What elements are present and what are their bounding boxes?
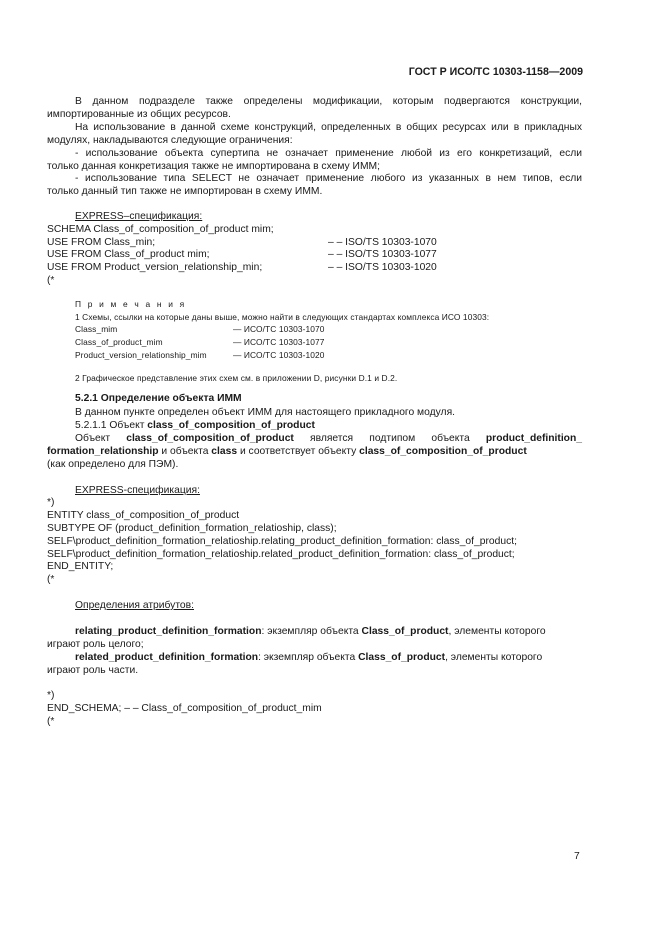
attribute-1-tail: , элементы которого: [448, 626, 546, 637]
end-schema-line: END_SCHEMA; – – Class_of_composition_of_product_mim: [47, 703, 322, 714]
intro-p2-line2: модулях, накладываются следующие ограничения:: [47, 135, 293, 146]
code-line: (*: [47, 574, 55, 585]
use-reference: – – ISO/TS 10303-1077: [328, 249, 437, 260]
schema-line: SCHEMA Class_of_composition_of_product mim;: [47, 224, 274, 235]
attribute-2-name: related_product_definition_formation: [75, 652, 259, 663]
note-ref-name: Product_version_relationship_mim: [75, 350, 207, 360]
code-line: SELF\product_definition_formation_relatioship.relating_product_definition_formation: class_of_product;: [47, 536, 517, 547]
note-ref-standard: — ИСО/ТС 10303-1077: [233, 337, 325, 347]
intro-bullet2-line1: - использование типа SELECT не означает применение любого из указанных в нем типов, если: [75, 173, 582, 184]
intro-bullet1-line1: - использование объекта супертипа не означает применение любой из его конкретизаций, если: [75, 148, 582, 159]
attribute-2-object: Class_of_product: [358, 652, 446, 663]
code-line: ENTITY class_of_composition_of_product: [47, 510, 240, 521]
code-line: END_ENTITY;: [47, 561, 114, 572]
attribute-1-name: relating_product_definition_formation: [75, 626, 262, 637]
express-label-2: EXPRESS-спецификация:: [75, 485, 200, 496]
use-reference: – – ISO/TS 10303-1020: [328, 262, 437, 273]
attributes-label: Определения атрибутов:: [75, 600, 194, 611]
desc-supertype-cont: formation_relationship: [47, 446, 159, 457]
comment-open: (*: [47, 275, 55, 286]
notes-title: П р и м е ч а н и я: [75, 299, 187, 309]
code-line: SELF\product_definition_formation_relatioship.related_product_definition_formation: class_of_product;: [47, 549, 515, 560]
end-comment-open: (*: [47, 716, 55, 727]
intro-bullet2-line2: только данный тип также не импортирован в схему ИММ.: [47, 186, 323, 197]
desc-and: и объекта: [158, 446, 212, 457]
desc-corresponds: и соответствует объекту: [237, 446, 360, 457]
page-number: 7: [574, 851, 580, 862]
subsection-heading: [75, 419, 315, 432]
desc-word: объекта: [431, 433, 470, 444]
attribute-1-object: Class_of_product: [361, 626, 449, 637]
attribute-1-line2: играют роль целого;: [47, 639, 144, 650]
use-reference: – – ISO/TS 10303-1070: [328, 237, 437, 248]
intro-bullet1-line2: только данная конкретизация также не импортирована в схему ИММ;: [47, 161, 380, 172]
intro-p1-line2: импортированные из общих ресурсов.: [47, 109, 231, 120]
note-ref-name: Class_mim: [75, 324, 118, 334]
use-statement: USE FROM Class_min;: [47, 237, 156, 248]
note-1: 1 Схемы, ссылки на которые даны выше, можно найти в следующих стандартах комплекса ИСО 10303:: [75, 312, 490, 322]
intro-p1-line1: В данном подразделе также определены модификации, которым подвергаются конструкции,: [75, 96, 582, 107]
document-code: ГОСТ Р ИСО/ТС 10303-1158—2009: [408, 66, 583, 78]
note-ref-standard: — ИСО/ТС 10303-1020: [233, 350, 325, 360]
code-line: SUBTYPE OF (product_definition_formation_relatioship, class);: [47, 523, 337, 534]
desc-entity-name: class_of_composition_of_product: [126, 433, 294, 444]
entity-description-line2: [47, 445, 527, 458]
note-ref-name: Class_of_product_mim: [75, 337, 163, 347]
entity-description-line3: (как определено для ПЭМ).: [47, 459, 179, 470]
entity-description-line1: [75, 432, 582, 445]
express-label-1: EXPRESS–спецификация:: [75, 211, 203, 222]
section-heading: 5.2.1 Определение объекта ИММ: [75, 393, 242, 404]
desc-supertype: product_definition_: [485, 433, 582, 444]
section-intro: В данном пункте определен объект ИММ для настоящего прикладного модуля.: [75, 407, 456, 418]
use-statement: USE FROM Class_of_product mim;: [47, 249, 210, 260]
use-statement: USE FROM Product_version_relationship_min;: [47, 262, 263, 273]
desc-word: Объект: [75, 433, 111, 444]
desc-word: подтипом: [369, 433, 416, 444]
code-line: *): [47, 497, 55, 508]
intro-p2-line1: На использование в данной схеме конструкций, определенных в общих ресурсах или в прикладных: [75, 122, 582, 133]
desc-word: является: [310, 433, 354, 444]
end-comment-close: *): [47, 690, 55, 701]
desc-class: class: [211, 446, 238, 457]
attribute-2-line2: играют роль части.: [47, 665, 139, 676]
attribute-1-text: : экземпляр объекта: [261, 626, 362, 637]
attribute-2-text: : экземпляр объекта: [258, 652, 359, 663]
subsection-entity-name: class_of_composition_of_product: [147, 420, 315, 431]
attribute-1-line1: [75, 625, 546, 638]
desc-arm-object: class_of_composition_of_product: [359, 446, 527, 457]
attribute-2-line1: [75, 651, 542, 664]
subsection-number: 5.2.1.1 Объект: [75, 420, 148, 431]
note-ref-standard: — ИСО/ТС 10303-1070: [233, 324, 325, 334]
attribute-2-tail: , элементы которого: [445, 652, 543, 663]
note-2: 2 Графическое представление этих схем см. в приложении D, рисунки D.1 и D.2.: [75, 373, 398, 383]
